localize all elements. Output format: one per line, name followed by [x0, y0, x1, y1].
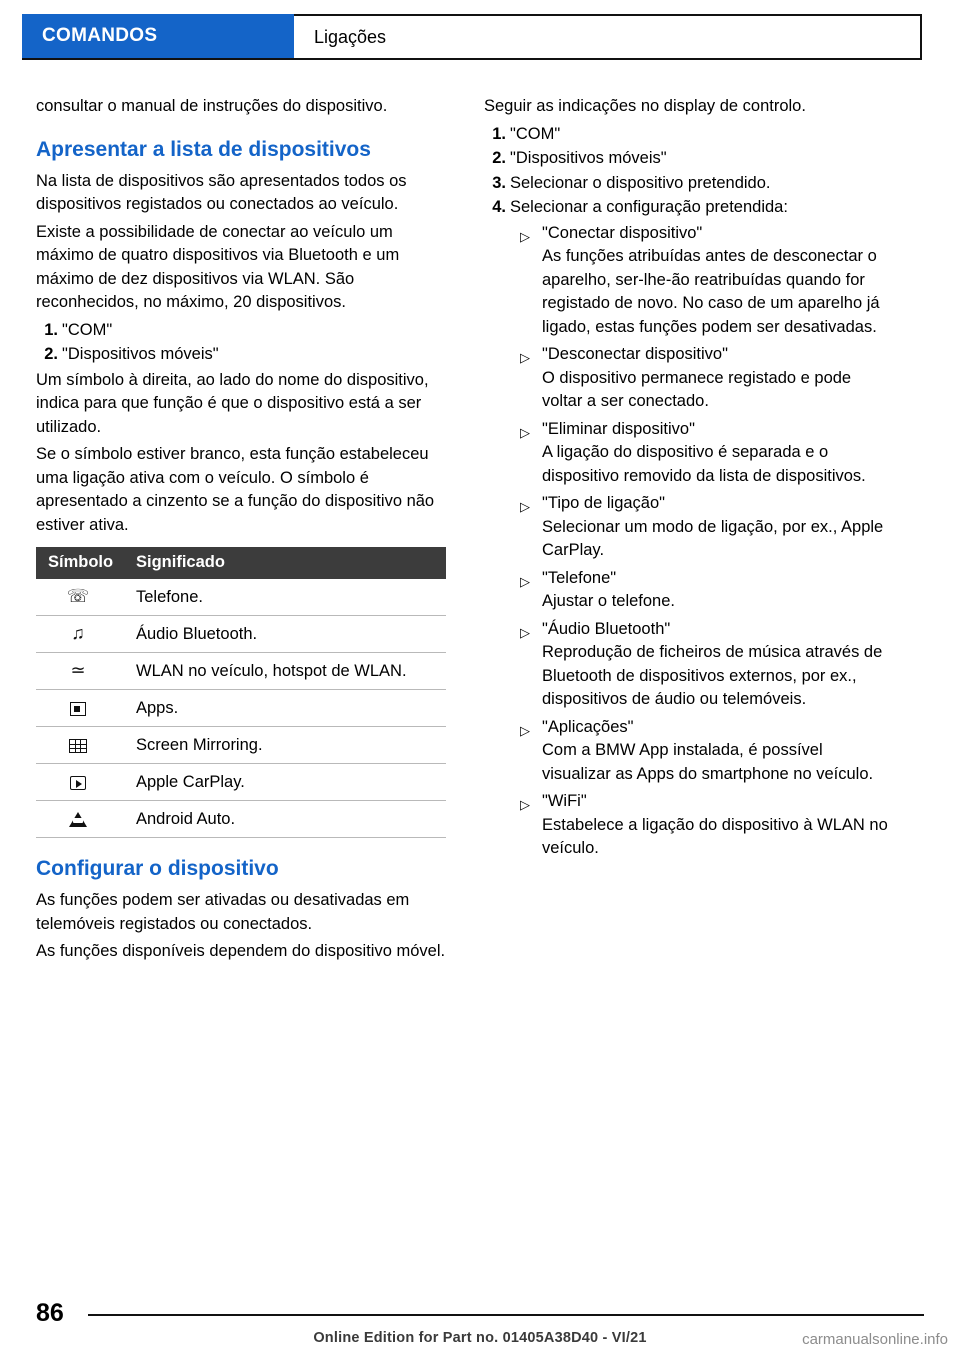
option-description: Estabelece a ligação do dispositivo à WLAN no veículo. — [542, 815, 888, 857]
phone-icon: ☏ — [36, 579, 128, 616]
table-cell-meaning: WLAN no veículo, hotspot de WLAN. — [128, 653, 446, 690]
list-item — [36, 343, 446, 367]
triangle-bullet-icon: ▷ — [520, 722, 530, 738]
step-label: Selecionar o dispositivo pretendido. — [510, 173, 771, 192]
triangle-bullet-icon: ▷ — [520, 228, 530, 244]
step-number: 2 . — [36, 343, 58, 367]
table-cell-meaning: Telefone. — [128, 579, 446, 616]
table-body — [36, 579, 446, 838]
page-header — [22, 14, 922, 60]
triangle-bullet-icon: ▷ — [520, 350, 530, 365]
list-item — [516, 716, 894, 740]
option-label: "Telefone" — [542, 568, 617, 587]
list-item — [36, 319, 446, 343]
table-row — [36, 801, 446, 838]
column-header-simbolo: Símbolo — [36, 547, 128, 579]
left-step-list — [36, 319, 446, 367]
option-label: "Áudio Bluetooth" — [542, 619, 671, 638]
header-tab-comandos: COMANDOS — [22, 14, 294, 58]
page-number: 86 — [36, 1299, 64, 1327]
option-label: "Tipo de ligação" — [542, 494, 666, 512]
table-cell-meaning: Apps. — [128, 690, 446, 727]
step-number: 1 . — [484, 123, 506, 147]
table-row — [36, 579, 446, 616]
table-cell-meaning: Screen Mirroring. — [128, 727, 446, 764]
left-column — [36, 95, 446, 968]
table-header — [36, 547, 446, 579]
option-list — [516, 222, 894, 246]
option-label: "Conectar dispositivo" — [542, 223, 703, 242]
right-column — [484, 95, 894, 865]
page-footer — [0, 1288, 960, 1362]
step-number: 3 . — [484, 172, 506, 196]
list-item — [484, 172, 894, 196]
list-item — [516, 567, 894, 591]
list-item — [484, 196, 894, 220]
step-number: 4 . — [484, 196, 506, 220]
table-row — [36, 690, 446, 727]
step-label: Selecionar a configuração pretendida: — [510, 198, 788, 216]
table-header-row — [36, 547, 446, 579]
android-auto-icon — [36, 801, 128, 838]
list-item — [484, 123, 894, 147]
list-item — [516, 618, 894, 642]
left-paragraph-4: Se o símbolo estiver branco, esta função estabeleceu uma ligação ativa com o veículo. O símbolo é apresentado a cinzento se a função do dispositivo não estiver ativa. — [36, 445, 435, 534]
section-title-apresentar-lista: Apresentar a lista de dispositivos — [36, 137, 371, 161]
left-paragraph-5: As funções podem ser ativadas ou desativadas em telemóveis registados ou conectados. — [36, 891, 410, 933]
right-step-list — [484, 123, 894, 220]
table-row — [36, 653, 446, 690]
triangle-bullet-icon: ▷ — [520, 424, 530, 440]
triangle-bullet-icon: ▷ — [520, 797, 530, 812]
option-list — [516, 716, 894, 740]
option-label: "Desconectar dispositivo" — [542, 345, 728, 363]
option-label: "WiFi" — [542, 792, 587, 810]
options-group — [516, 222, 894, 861]
footer-edition-text: Online Edition for Part no. 01405A38D40 - VI/21 — [313, 1330, 647, 1346]
header-section-title: Ligações — [294, 14, 920, 58]
wifi-icon: ≃ — [36, 653, 128, 690]
triangle-bullet-icon: ▷ — [520, 624, 530, 640]
option-list — [516, 418, 894, 442]
triangle-bullet-icon: ▷ — [520, 499, 530, 514]
symbols-table — [36, 547, 446, 838]
left-intro-paragraph: consultar o manual de instruções do dispositivo. — [36, 97, 388, 115]
table-cell-meaning: Apple CarPlay. — [128, 764, 446, 801]
footer-divider — [88, 1314, 924, 1316]
apps-icon — [36, 690, 128, 727]
list-item — [516, 492, 894, 516]
carplay-icon — [36, 764, 128, 801]
option-list — [516, 790, 894, 814]
left-paragraph-6: As funções disponíveis dependem do dispositivo móvel. — [36, 942, 446, 960]
option-list — [516, 618, 894, 642]
section-title-configurar-dispositivo: Configurar o dispositivo — [36, 857, 279, 880]
left-paragraph-1: Na lista de dispositivos são apresentados todos os dispositivos registados ou conectados ao veículo. — [36, 171, 407, 213]
list-item — [516, 790, 894, 814]
option-list — [516, 343, 894, 367]
option-description: A ligação do dispositivo é separada e o dispositivo removido da lista de dispositivos. — [542, 443, 866, 485]
option-list — [516, 492, 894, 516]
step-number: 1 . — [36, 319, 58, 343]
step-number: 2 . — [484, 147, 506, 171]
list-item — [484, 147, 894, 171]
right-intro-paragraph: Seguir as indicações no display de controlo. — [484, 97, 806, 115]
list-item — [516, 418, 894, 442]
step-label: "COM" — [62, 320, 113, 339]
table-row — [36, 616, 446, 653]
table-cell-meaning: Áudio Bluetooth. — [128, 616, 446, 653]
option-description: O dispositivo permanece registado e pode voltar a ser conectado. — [542, 368, 852, 410]
step-label: "Dispositivos móveis" — [62, 345, 219, 363]
option-list — [516, 567, 894, 591]
column-header-significado: Significado — [128, 547, 446, 579]
option-description: As funções atribuídas antes de desconectar o aparelho, ser-lhe-ão reatribuídas quando for registado de novo. No caso de um aparelho já ligado, estas funções podem ser desativadas. — [542, 247, 880, 336]
table-row — [36, 764, 446, 801]
table-row — [36, 727, 446, 764]
table-cell-meaning: Android Auto. — [128, 801, 446, 838]
option-description: Reprodução de ficheiros de música através de Bluetooth de dispositivos externos, por ex., dispositivos de áudio ou telemóveis. — [542, 643, 883, 708]
list-item — [516, 343, 894, 367]
step-label: "Dispositivos móveis" — [510, 149, 667, 167]
option-label: "Eliminar dispositivo" — [542, 419, 695, 438]
list-item — [516, 222, 894, 246]
watermark-text: carmanualsonline.info — [802, 1331, 948, 1348]
option-description: Com a BMW App instalada, é possível visualizar as Apps do smartphone no veículo. — [542, 741, 874, 783]
option-description: Ajustar o telefone. — [542, 592, 675, 610]
option-description: Selecionar um modo de ligação, por ex., Apple CarPlay. — [542, 517, 884, 559]
left-paragraph-3: Um símbolo à direita, ao lado do nome do dispositivo, indica para que função é que o dispositivo está a ser utilizado. — [36, 370, 429, 436]
option-label: "Aplicações" — [542, 717, 634, 736]
left-paragraph-2: Existe a possibilidade de conectar ao veículo um máximo de quatro dispositivos via Bluetooth e um máximo de dez dispositivos via WLAN. São reconhecidos, no máximo, 20 dispositivos. — [36, 222, 400, 311]
music-note-icon: ♫ — [36, 616, 128, 653]
screen-mirroring-icon — [36, 727, 128, 764]
step-label: "COM" — [510, 124, 561, 143]
triangle-bullet-icon: ▷ — [520, 573, 530, 589]
